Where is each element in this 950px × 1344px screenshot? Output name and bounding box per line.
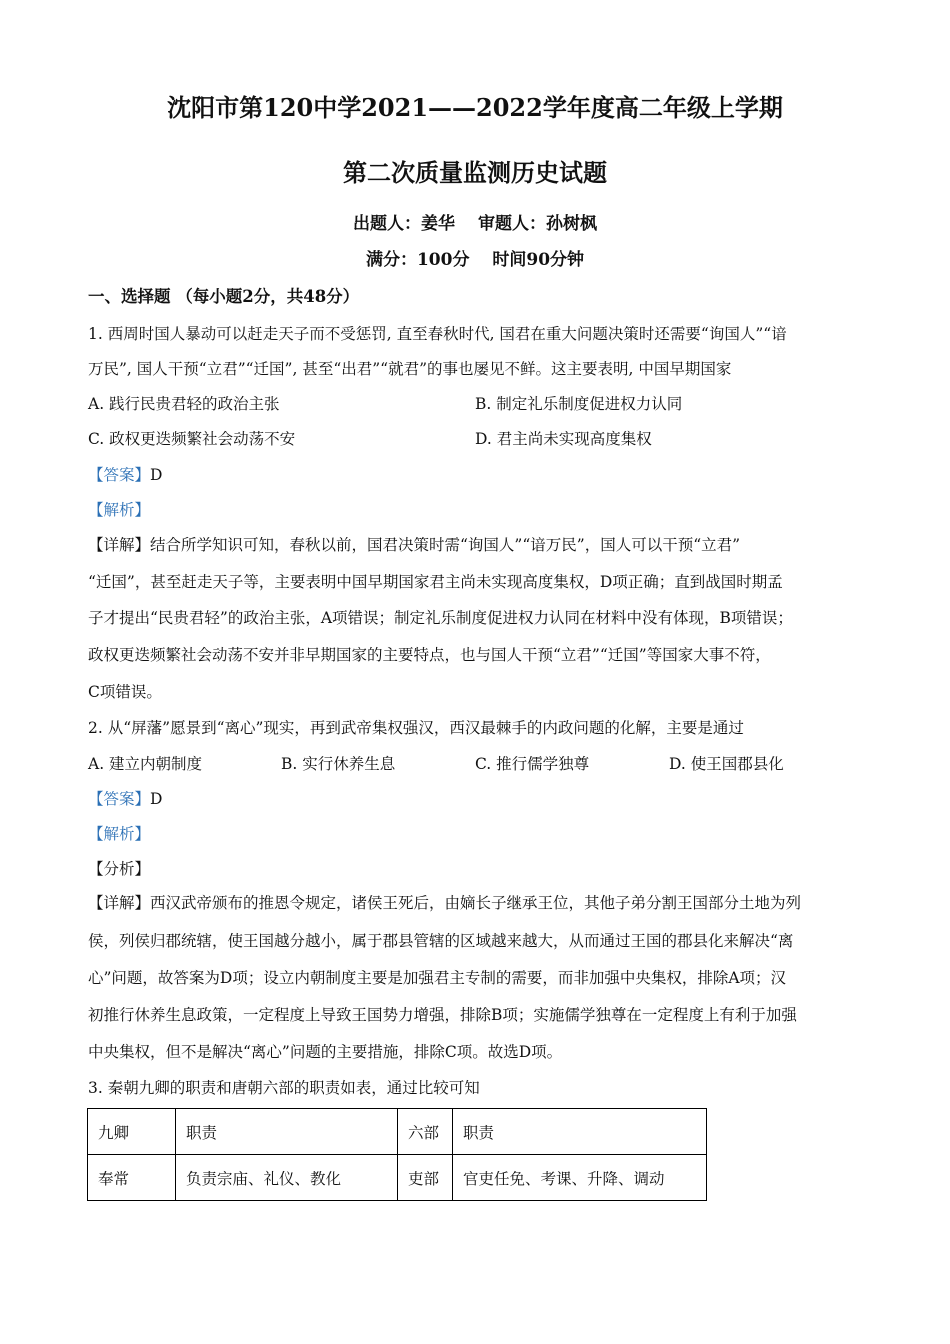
table-header-cell: 职责	[176, 1109, 398, 1155]
q1-detail-line5: C项错误。	[88, 683, 162, 701]
table-header-row	[88, 1109, 707, 1155]
q2-detail-line1: 【详解】西汉武帝颁布的推恩令规定，诸侯王死后，由嫡长子继承王位，其他子弟分割王国部分土地为列	[88, 894, 802, 912]
q1-stem-line2: 万民”, 国人干预“立君”“迁国”, 甚至“出君”“就君”的事也屡见不鲜。这主要表明, 中国早期国家	[88, 360, 732, 378]
q1-option-b: B. 制定礼乐制度促进权力认同	[475, 395, 683, 413]
q1-option-a: A. 践行民贵君轻的政治主张	[88, 395, 280, 413]
exam-authors: 出题人：姜华 审题人：孙树枫	[353, 214, 597, 234]
q1-option-d: D. 君主尚未实现高度集权	[475, 430, 652, 448]
q2-detail-line2: 侯，列侯归郡统辖，使王国越分越小，属于郡县管辖的区域越来越大，从而通过王国的郡县化来解决“离	[88, 932, 794, 950]
q1-answer-tag: 【答案】	[88, 466, 151, 484]
q1-option-c: C. 政权更迭频繁社会动荡不安	[88, 430, 296, 448]
q2-option-c: C. 推行儒学独尊	[475, 755, 590, 773]
q1-detail-line3: 子才提出“民贵君轻”的政治主张，A项错误；制定礼乐制度促进权力认同在材料中没有体现，B项错误；	[88, 609, 793, 627]
q1-answer-value: D	[150, 466, 163, 484]
q1-analysis-tag: 【解析】	[88, 501, 151, 519]
q2-detail-line5: 中央集权，但不是解决“离心”问题的主要措施，排除C项。故选D项。	[88, 1043, 563, 1061]
q1-answer	[88, 463, 162, 485]
table-cell: 奉常	[88, 1155, 176, 1201]
table-header-cell: 职责	[453, 1109, 707, 1155]
table-header-cell: 九卿	[88, 1109, 176, 1155]
q2-answer-value: D	[150, 790, 163, 808]
q2-analysis-tag: 【解析】	[88, 825, 151, 843]
q1-detail-line2: “迁国”，甚至赶走天子等，主要表明中国早期国家君主尚未实现高度集权，D项正确；直到战国时期孟	[88, 573, 783, 591]
q2-option-a: A. 建立内朝制度	[88, 755, 203, 773]
q2-answer	[88, 787, 162, 809]
table-header-cell: 六部	[398, 1109, 453, 1155]
q2-answer-tag: 【答案】	[88, 790, 151, 808]
exam-title-line2: 第二次质量监测历史试题	[343, 158, 607, 187]
table-row	[88, 1155, 707, 1201]
exam-score-time: 满分：100分 时间90分钟	[365, 250, 585, 270]
table-cell: 负责宗庙、礼仪、教化	[176, 1155, 398, 1201]
q3-stem: 3. 秦朝九卿的职责和唐朝六部的职责如表，通过比较可知	[88, 1079, 480, 1097]
q1-stem-line1: 1. 西周时国人暴动可以赶走天子而不受惩罚, 直至春秋时代, 国君在重大问题决策时还需要“询国人”“谙	[88, 325, 787, 343]
q2-fenxi-tag: 【分析】	[88, 860, 151, 878]
section-heading: 一、选择题 （每小题2分，共48分）	[88, 287, 360, 306]
table-cell: 吏部	[398, 1155, 453, 1201]
q2-option-d: D. 使王国郡县化	[669, 755, 784, 773]
exam-title-line1: 沈阳市第120中学2021——2022学年度高二年级上学期	[167, 93, 783, 122]
q2-stem: 2. 从“屏藩”愿景到“离心”现实，再到武帝集权强汉，西汉最棘手的内政问题的化解，主要是通过	[88, 719, 744, 737]
table-cell: 官吏任免、考课、升降、调动	[453, 1155, 707, 1201]
q2-detail-line4: 初推行休养生息政策，一定程度上导致王国势力增强，排除B项；实施儒学独尊在一定程度上有利于加强	[88, 1006, 797, 1024]
q1-detail-line1: 【详解】结合所学知识可知，春秋以前，国君决策时需“询国人”“谙万民”，国人可以干预“立君”	[88, 536, 741, 554]
q1-detail-line4: 政权更迭频繁社会动荡不安并非早期国家的主要特点，也与国人干预“立君”“迁国”等国家大事不符，	[88, 646, 771, 664]
q2-detail-line3: 心”问题，故答案为D项；设立内朝制度主要是加强君主专制的需要，而非加强中央集权，排除A项；汉	[88, 969, 787, 987]
q3-comparison-table	[87, 1108, 707, 1201]
q2-option-b: B. 实行休养生息	[281, 755, 396, 773]
